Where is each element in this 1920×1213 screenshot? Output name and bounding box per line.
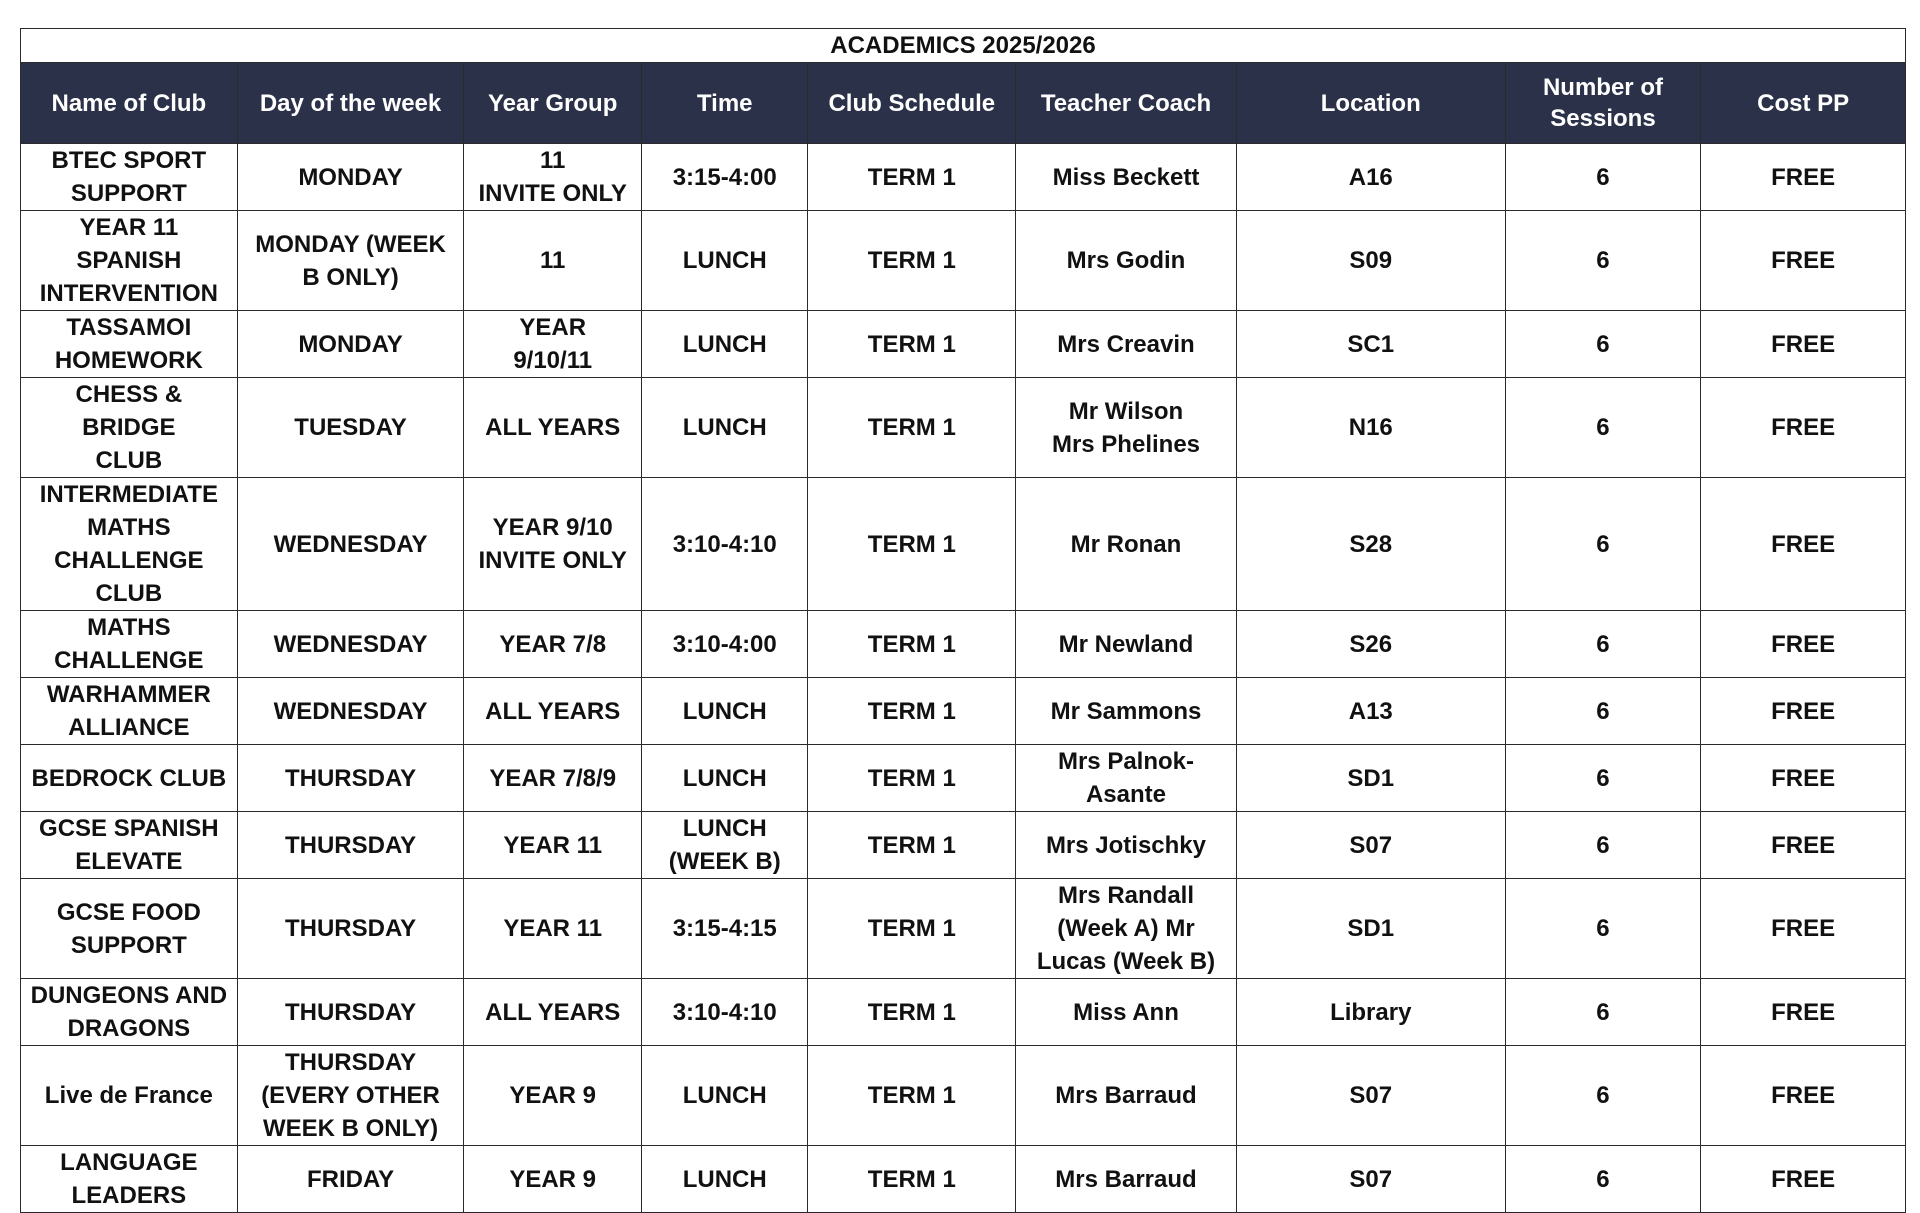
clubs-table-wrapper (20, 28, 1906, 1213)
cell-location (1236, 979, 1505, 1046)
cell-text: YEAR 11 (503, 831, 603, 859)
table-row (21, 211, 1906, 311)
cell-club-name (21, 812, 238, 879)
cell-text: Miss Ann (1073, 998, 1179, 1026)
cell-text: YEAR 7/8/9 (489, 764, 617, 792)
clubs-table (20, 28, 1906, 1213)
column-header-day: Day of the week (237, 63, 464, 144)
cell-text: FREE (1771, 414, 1836, 441)
cell-time (641, 979, 808, 1046)
cell-text: Mrs Godin (1066, 247, 1186, 274)
cell-year-group (464, 611, 642, 678)
cell-text: 6 (1596, 1082, 1610, 1109)
cell-text: YEAR 7/8 (499, 630, 607, 658)
cell-club-name (21, 745, 238, 812)
table-row (21, 611, 1906, 678)
cell-time (641, 1046, 808, 1146)
cell-club-name (21, 1046, 238, 1146)
cell-time (641, 1146, 808, 1213)
cell-text: GCSE FOOD SUPPORT (56, 898, 201, 959)
cell-text: ALL YEARS (485, 414, 621, 441)
cell-cost (1701, 478, 1906, 611)
cell-teacher (1016, 478, 1237, 611)
cell-text: FREE (1771, 630, 1836, 658)
cell-text: INTERMEDIATE MATHS CHALLENGE CLUB (39, 481, 218, 607)
cell-text: TERM 1 (867, 998, 956, 1026)
cell-text: S09 (1349, 247, 1393, 274)
cell-year-group (464, 144, 642, 211)
cell-text: THURSDAY (284, 998, 417, 1026)
cell-cost (1701, 378, 1906, 478)
cell-text: THURSDAY (284, 915, 417, 942)
table-row (21, 1046, 1906, 1146)
cell-text: FRIDAY (306, 1165, 395, 1193)
cell-year-group (464, 378, 642, 478)
cell-cost (1701, 144, 1906, 211)
table-row (21, 144, 1906, 211)
cell-text: 6 (1596, 831, 1610, 859)
cell-text: Library (1330, 998, 1412, 1026)
cell-schedule (808, 979, 1016, 1046)
table-row (21, 879, 1906, 979)
cell-text: YEAR 9 (509, 1165, 597, 1193)
cell-sessions (1505, 1046, 1701, 1146)
cell-sessions (1505, 745, 1701, 812)
cell-text: 6 (1596, 330, 1610, 358)
cell-location (1236, 1046, 1505, 1146)
cell-club-name (21, 611, 238, 678)
cell-text: Miss Beckett (1052, 163, 1200, 191)
cell-text: 3:15-4:00 (672, 163, 777, 191)
cell-text: TERM 1 (867, 414, 956, 441)
cell-cost (1701, 211, 1906, 311)
cell-location (1236, 478, 1505, 611)
table-row (21, 745, 1906, 812)
cell-text: 11 INVITE ONLY (478, 147, 627, 207)
cell-text: TERM 1 (867, 1082, 956, 1109)
cell-text: Mr Sammons (1050, 697, 1202, 725)
cell-text: WARHAMMER ALLIANCE (46, 681, 211, 741)
cell-day (237, 745, 464, 812)
cell-text: 6 (1596, 630, 1610, 658)
cell-text: FREE (1771, 764, 1836, 792)
cell-time (641, 745, 808, 812)
cell-schedule (808, 311, 1016, 378)
table-title: ACADEMICS 2025/2026 (21, 29, 1906, 63)
cell-text: TERM 1 (867, 530, 956, 558)
cell-schedule (808, 144, 1016, 211)
cell-location (1236, 1146, 1505, 1213)
cell-text: 6 (1596, 163, 1610, 191)
cell-text: FREE (1771, 530, 1836, 558)
cell-text: 6 (1596, 414, 1610, 441)
cell-club-name (21, 378, 238, 478)
cell-text: FREE (1771, 1165, 1836, 1193)
cell-text: TERM 1 (867, 764, 956, 792)
column-header-year-group: Year Group (464, 63, 642, 144)
cell-club-name (21, 678, 238, 745)
cell-time (641, 144, 808, 211)
cell-text: 3:15-4:15 (672, 915, 777, 942)
cell-text: BTEC SPORT SUPPORT (51, 147, 207, 207)
cell-text: YEAR 9 (509, 1082, 597, 1109)
cell-year-group (464, 478, 642, 611)
cell-schedule (808, 812, 1016, 879)
cell-day (237, 1046, 464, 1146)
cell-text: TERM 1 (867, 831, 956, 859)
cell-teacher (1016, 611, 1237, 678)
cell-text: LUNCH (682, 247, 767, 274)
cell-text: Mrs Barraud (1055, 1082, 1197, 1109)
cell-day (237, 812, 464, 879)
cell-text: LUNCH (682, 764, 767, 792)
cell-text: TERM 1 (867, 1165, 956, 1193)
cell-text: LANGUAGE LEADERS (60, 1149, 198, 1209)
cell-text: TERM 1 (867, 247, 956, 274)
table-row (21, 812, 1906, 879)
cell-text: THURSDAY (EVERY OTHER WEEK B ONLY) (261, 1049, 440, 1142)
cell-text: SC1 (1347, 330, 1395, 358)
cell-club-name (21, 879, 238, 979)
cell-location (1236, 812, 1505, 879)
cell-cost (1701, 311, 1906, 378)
cell-text: 11 (540, 247, 566, 274)
cell-text: ALL YEARS (485, 998, 621, 1026)
cell-sessions (1505, 979, 1701, 1046)
cell-year-group (464, 311, 642, 378)
cell-schedule (808, 1146, 1016, 1213)
cell-day (237, 879, 464, 979)
cell-text: TERM 1 (867, 330, 956, 358)
cell-text: YEAR 9/10 INVITE ONLY (478, 514, 627, 574)
cell-text: MONDAY (298, 163, 403, 191)
cell-club-name (21, 311, 238, 378)
cell-text: Mr Newland (1058, 630, 1194, 658)
cell-text: 6 (1596, 998, 1610, 1026)
cell-text: A16 (1348, 163, 1393, 191)
cell-sessions (1505, 812, 1701, 879)
cell-year-group (464, 678, 642, 745)
cell-time (641, 611, 808, 678)
cell-time (641, 211, 808, 311)
cell-teacher (1016, 378, 1237, 478)
cell-teacher (1016, 311, 1237, 378)
cell-schedule (808, 478, 1016, 611)
cell-day (237, 611, 464, 678)
table-row (21, 678, 1906, 745)
cell-text: S07 (1349, 1082, 1393, 1109)
cell-text: FREE (1771, 163, 1836, 191)
cell-text: DUNGEONS AND DRAGONS (30, 982, 228, 1042)
cell-text: A13 (1348, 697, 1393, 725)
cell-schedule (808, 745, 1016, 812)
cell-teacher (1016, 1146, 1237, 1213)
cell-year-group (464, 745, 642, 812)
cell-sessions (1505, 311, 1701, 378)
cell-text: Mr Ronan (1070, 530, 1182, 558)
cell-text: WEDNESDAY (273, 697, 428, 725)
cell-text: MONDAY (WEEK B ONLY) (255, 230, 446, 291)
cell-club-name (21, 478, 238, 611)
cell-text: TUESDAY (294, 414, 407, 441)
cell-location (1236, 378, 1505, 478)
cell-location (1236, 745, 1505, 812)
cell-text: FREE (1771, 330, 1836, 358)
cell-text: TERM 1 (867, 163, 956, 191)
cell-text: BEDROCK CLUB (31, 764, 227, 792)
cell-cost (1701, 1146, 1906, 1213)
cell-sessions (1505, 211, 1701, 311)
cell-text: S26 (1349, 630, 1393, 658)
cell-text: YEAR 11 (503, 915, 603, 942)
cell-text: LUNCH (682, 1165, 767, 1193)
cell-day (237, 1146, 464, 1213)
cell-time (641, 678, 808, 745)
cell-text: Mrs Jotischky (1045, 831, 1207, 859)
cell-location (1236, 311, 1505, 378)
cell-day (237, 478, 464, 611)
cell-text: S28 (1349, 530, 1393, 558)
cell-text: TASSAMOI HOMEWORK (54, 314, 203, 374)
cell-text: FREE (1771, 998, 1836, 1026)
cell-teacher (1016, 211, 1237, 311)
cell-year-group (464, 812, 642, 879)
cell-text: LUNCH (682, 1082, 767, 1109)
cell-cost (1701, 979, 1906, 1046)
cell-schedule (808, 1046, 1016, 1146)
cell-text: SD1 (1347, 764, 1395, 792)
column-header-time: Time (641, 63, 808, 144)
cell-text: THURSDAY (284, 764, 417, 792)
cell-time (641, 378, 808, 478)
cell-text: FREE (1771, 831, 1836, 859)
cell-year-group (464, 1046, 642, 1146)
cell-club-name (21, 211, 238, 311)
cell-sessions (1505, 378, 1701, 478)
cell-text: TERM 1 (867, 630, 956, 658)
cell-text: S07 (1349, 1165, 1393, 1193)
cell-text: Mrs Palnok- Asante (1057, 748, 1194, 808)
cell-time (641, 879, 808, 979)
cell-sessions (1505, 144, 1701, 211)
cell-text: FREE (1771, 1082, 1836, 1109)
cell-schedule (808, 678, 1016, 745)
cell-cost (1701, 812, 1906, 879)
cell-schedule (808, 378, 1016, 478)
cell-text: ALL YEARS (485, 697, 621, 725)
cell-text: FREE (1771, 697, 1836, 725)
cell-club-name (21, 1146, 238, 1213)
column-header-club-name: Name of Club (21, 63, 238, 144)
column-header-location: Location (1236, 63, 1505, 144)
column-header-teacher: Teacher Coach (1016, 63, 1237, 144)
cell-text: GCSE SPANISH ELEVATE (39, 815, 219, 875)
cell-text: 6 (1596, 764, 1610, 792)
cell-text: Mrs Creavin (1057, 330, 1195, 358)
cell-year-group (464, 979, 642, 1046)
cell-teacher (1016, 1046, 1237, 1146)
cell-year-group (464, 879, 642, 979)
cell-text: 3:10-4:10 (672, 998, 777, 1026)
cell-text: SD1 (1347, 915, 1395, 942)
cell-text: FREE (1771, 915, 1836, 942)
cell-text: 6 (1596, 1165, 1610, 1193)
cell-schedule (808, 879, 1016, 979)
cell-text: YEAR 11 SPANISH INTERVENTION (39, 214, 218, 307)
cell-text: 3:10-4:00 (672, 630, 777, 658)
cell-text: TERM 1 (867, 697, 956, 725)
cell-sessions (1505, 1146, 1701, 1213)
cell-text: WEDNESDAY (273, 530, 428, 558)
cell-day (237, 211, 464, 311)
cell-sessions (1505, 611, 1701, 678)
cell-schedule (808, 211, 1016, 311)
cell-text: Mrs Barraud (1055, 1165, 1197, 1193)
cell-day (237, 378, 464, 478)
table-row (21, 478, 1906, 611)
cell-teacher (1016, 144, 1237, 211)
cell-text: Mr Wilson Mrs Phelines (1051, 397, 1201, 458)
cell-text: 6 (1596, 697, 1610, 725)
table-row (21, 1146, 1906, 1213)
cell-location (1236, 678, 1505, 745)
cell-text: FREE (1771, 247, 1836, 274)
cell-text: LUNCH (WEEK B) (668, 815, 781, 875)
column-header-cost: Cost PP (1701, 63, 1906, 144)
cell-text: MONDAY (298, 330, 403, 358)
cell-text: LUNCH (682, 697, 767, 725)
cell-text: WEDNESDAY (273, 630, 428, 658)
cell-time (641, 311, 808, 378)
cell-time (641, 812, 808, 879)
header-row (21, 63, 1906, 144)
cell-sessions (1505, 478, 1701, 611)
cell-text: 6 (1596, 247, 1610, 274)
cell-day (237, 678, 464, 745)
cell-day (237, 144, 464, 211)
cell-sessions (1505, 678, 1701, 745)
cell-text: MATHS CHALLENGE (54, 614, 204, 674)
cell-year-group (464, 1146, 642, 1213)
cell-location (1236, 879, 1505, 979)
cell-text: CHESS & BRIDGE CLUB (75, 381, 183, 474)
table-row (21, 311, 1906, 378)
cell-day (237, 311, 464, 378)
cell-text: LUNCH (682, 414, 767, 441)
column-header-sessions: Number of Sessions (1505, 63, 1701, 144)
cell-cost (1701, 1046, 1906, 1146)
cell-location (1236, 611, 1505, 678)
cell-day (237, 979, 464, 1046)
cell-text: YEAR 9/10/11 (513, 314, 593, 374)
cell-text: 6 (1596, 530, 1610, 558)
cell-text: TERM 1 (867, 915, 956, 942)
cell-text: S07 (1349, 831, 1393, 859)
cell-teacher (1016, 745, 1237, 812)
cell-teacher (1016, 812, 1237, 879)
table-body (21, 144, 1906, 1213)
table-row (21, 979, 1906, 1046)
cell-cost (1701, 745, 1906, 812)
cell-location (1236, 211, 1505, 311)
cell-club-name (21, 979, 238, 1046)
cell-time (641, 478, 808, 611)
cell-text: LUNCH (682, 330, 767, 358)
cell-cost (1701, 611, 1906, 678)
cell-text: 3:10-4:10 (672, 530, 777, 558)
table-row (21, 378, 1906, 478)
title-row (21, 29, 1906, 63)
cell-sessions (1505, 879, 1701, 979)
cell-year-group (464, 211, 642, 311)
cell-text: 6 (1596, 915, 1610, 942)
cell-schedule (808, 611, 1016, 678)
cell-location (1236, 144, 1505, 211)
cell-cost (1701, 879, 1906, 979)
cell-cost (1701, 678, 1906, 745)
cell-teacher (1016, 879, 1237, 979)
cell-teacher (1016, 678, 1237, 745)
cell-text: N16 (1348, 414, 1393, 441)
cell-text: Mrs Randall (Week A) Mr Lucas (Week B) (1036, 882, 1216, 975)
column-header-schedule: Club Schedule (808, 63, 1016, 144)
cell-text: Live de France (44, 1082, 213, 1109)
cell-club-name (21, 144, 238, 211)
cell-teacher (1016, 979, 1237, 1046)
cell-text: THURSDAY (284, 831, 417, 859)
